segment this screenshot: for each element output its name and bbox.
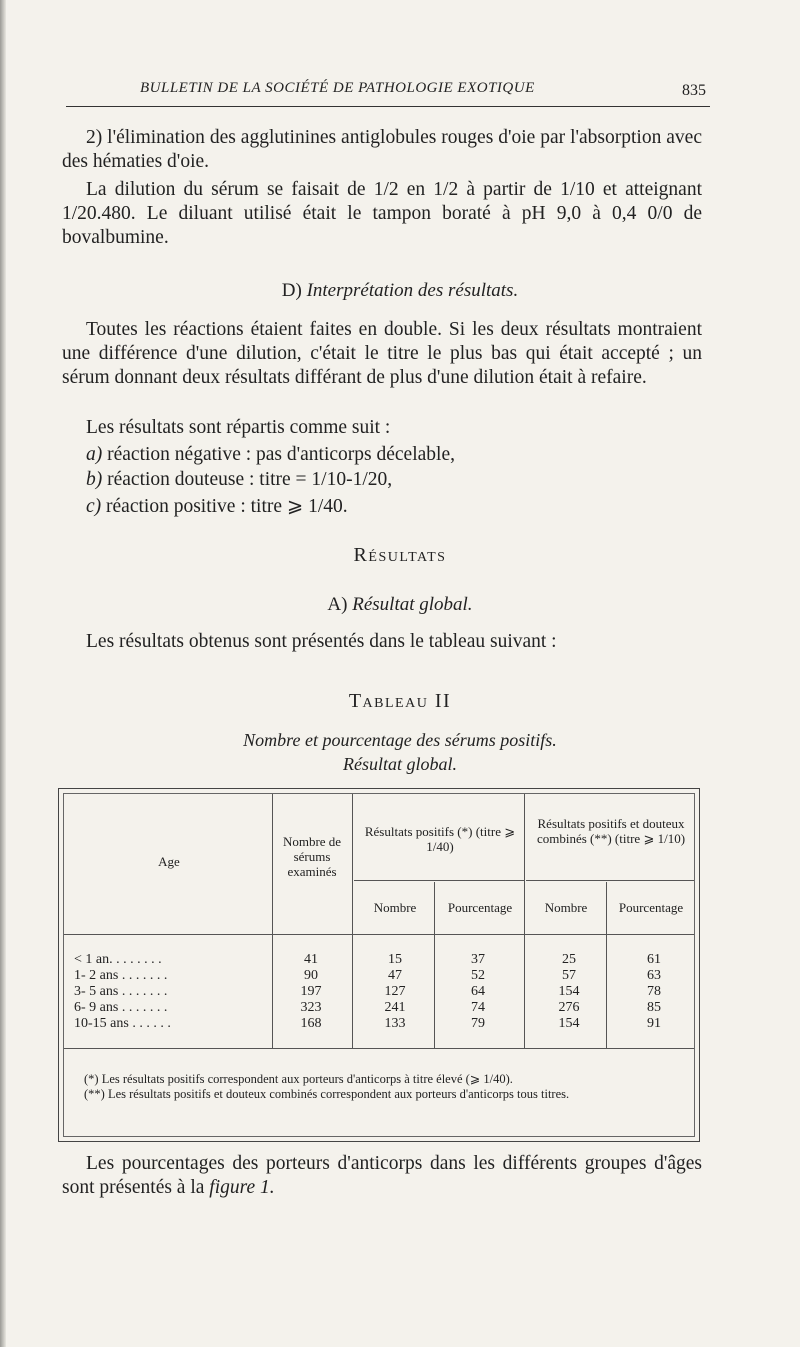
cell-n-sera: 168	[300, 1016, 322, 1031]
paragraph-double-reactions: Toutes les réactions étaient faites en double. Si les deux résultats montraient une différence d'une dilution, c'était le titre le plus bas qui était accepté ; un sérum donnant deux résultats différant de plus d'une dilution était à refaire.	[62, 319, 702, 388]
heading-interpretation	[0, 280, 800, 302]
cell-n-sera: 90	[304, 968, 318, 983]
list-letter: c)	[86, 496, 102, 517]
list-letter: b)	[86, 469, 103, 490]
table-inner-frame	[63, 793, 695, 1137]
table-note-2: (**) Les résultats positifs et douteux combinés correspondent aux porteurs d'anticorps tous titres.	[84, 1087, 570, 1101]
paragraph-repartition: Les résultats sont répartis comme suit :	[86, 417, 391, 438]
heading-global-title: Résultat global.	[352, 594, 473, 615]
paragraph-dilution: La dilution du sérum se faisait de 1/2 en 1/2 à partir de 1/10 et atteignant 1/20.480. Le diluant utilisé était le tampon boraté à pH 9,0 à 0,4 0/0 de bovalbumine.	[62, 179, 702, 248]
cell-age: 3- 5 ans . . . . . . .	[74, 984, 168, 999]
journal-title: BULLETIN DE LA SOCIÉTÉ DE PATHOLOGIE EXOTIQUE	[140, 80, 535, 96]
paragraph-results-intro: Les résultats obtenus sont présentés dans le tableau suivant :	[86, 631, 557, 652]
table-header-rule	[64, 934, 694, 935]
cell-n-sera: 197	[300, 984, 322, 999]
table-caption-line2: Résultat global.	[343, 754, 457, 774]
paragraph-elimination: 2) l'élimination des agglutinines antiglobules rouges d'oie par l'absorption avec des hématies d'oie.	[62, 127, 702, 172]
col-header-positive: Résultats positifs (*) (titre ⩾ 1/40)	[364, 824, 516, 854]
table-body-rule	[64, 1048, 694, 1049]
cell-comb-nombre: 154	[558, 984, 580, 999]
heading-interpretation-title: Interprétation des résultats.	[306, 280, 519, 301]
figure-reference: figure 1.	[209, 1177, 275, 1198]
cell-comb-pourcentage: 61	[647, 952, 661, 967]
cell-pos-pourcentage: 79	[471, 1016, 485, 1031]
col-header-age: Age	[158, 854, 180, 869]
cell-pos-nombre: 15	[388, 952, 402, 967]
col-header-pos-pourcentage: Pourcentage	[447, 900, 513, 915]
cell-pos-nombre: 127	[384, 984, 406, 999]
table-subheader-rule	[526, 880, 694, 881]
col-header-pos-nombre: Nombre	[373, 900, 417, 915]
cell-comb-pourcentage: 85	[647, 1000, 661, 1015]
cell-comb-pourcentage: 63	[647, 968, 661, 983]
cell-pos-pourcentage: 64	[471, 984, 485, 999]
cell-n-sera: 41	[304, 952, 318, 967]
cell-comb-nombre: 276	[558, 1000, 580, 1015]
table-heading: Tableau II	[348, 690, 452, 712]
cell-comb-nombre: 25	[562, 952, 576, 967]
heading-results: Résultats	[353, 544, 447, 566]
col-header-n-sera: Nombre de sérums examinés	[282, 834, 342, 879]
cell-comb-pourcentage: 91	[647, 1016, 661, 1031]
heading-global-result	[0, 594, 800, 616]
cell-age: 1- 2 ans . . . . . . .	[74, 968, 168, 983]
table-row	[64, 968, 694, 984]
cell-comb-nombre: 57	[562, 968, 576, 983]
table-note-1: (*) Les résultats positifs correspondent aux porteurs d'anticorps à titre élevé (⩾ 1/40).	[84, 1072, 513, 1086]
cell-age: 10-15 ans . . . . . .	[74, 1016, 171, 1031]
results-table	[58, 788, 700, 1142]
list-letter: a)	[86, 444, 103, 465]
cell-age: 6- 9 ans . . . . . . .	[74, 1000, 168, 1015]
list-item	[86, 469, 392, 491]
heading-interpretation-number: D)	[281, 280, 302, 301]
table-row	[64, 1016, 694, 1032]
cell-pos-nombre: 47	[388, 968, 402, 983]
cell-comb-pourcentage: 78	[647, 984, 661, 999]
col-header-comb-pourcentage: Pourcentage	[618, 900, 684, 915]
col-header-comb-nombre: Nombre	[544, 900, 588, 915]
table-row	[64, 1000, 694, 1016]
cell-age: < 1 an. . . . . . . .	[74, 952, 162, 967]
cell-n-sera: 323	[300, 1000, 322, 1015]
list-item	[86, 444, 455, 466]
cell-pos-pourcentage: 52	[471, 968, 485, 983]
list-item	[86, 494, 348, 518]
cell-pos-nombre: 133	[384, 1016, 406, 1031]
table-subheader-rule	[354, 880, 524, 881]
running-header	[66, 80, 710, 110]
header-rule	[66, 106, 710, 107]
list-text: réaction négative : pas d'anticorps décelable,	[107, 444, 455, 465]
col-header-combined: Résultats positifs et douteux combinés (**) (titre ⩾ 1/10)	[536, 816, 686, 846]
table-notes	[84, 1072, 684, 1102]
page-number: 835	[682, 82, 706, 99]
list-text: réaction positive : titre ⩾ 1/40.	[106, 496, 348, 517]
cell-pos-nombre: 241	[384, 1000, 406, 1015]
list-text: réaction douteuse : titre = 1/10-1/20,	[107, 469, 393, 490]
table-row	[64, 952, 694, 968]
cell-pos-pourcentage: 74	[471, 1000, 485, 1015]
table-caption-line1: Nombre et pourcentage des sérums positifs.	[243, 730, 557, 750]
page-edge-shadow	[0, 0, 6, 1347]
table-row	[64, 984, 694, 1000]
cell-comb-nombre: 154	[558, 1016, 580, 1031]
cell-pos-pourcentage: 37	[471, 952, 485, 967]
heading-global-number: A)	[327, 594, 348, 615]
paragraph-percentages-text: Les pourcentages des porteurs d'anticorps dans les différents groupes d'âges sont présentés à la	[62, 1153, 702, 1198]
paragraph-percentages	[62, 1152, 702, 1200]
